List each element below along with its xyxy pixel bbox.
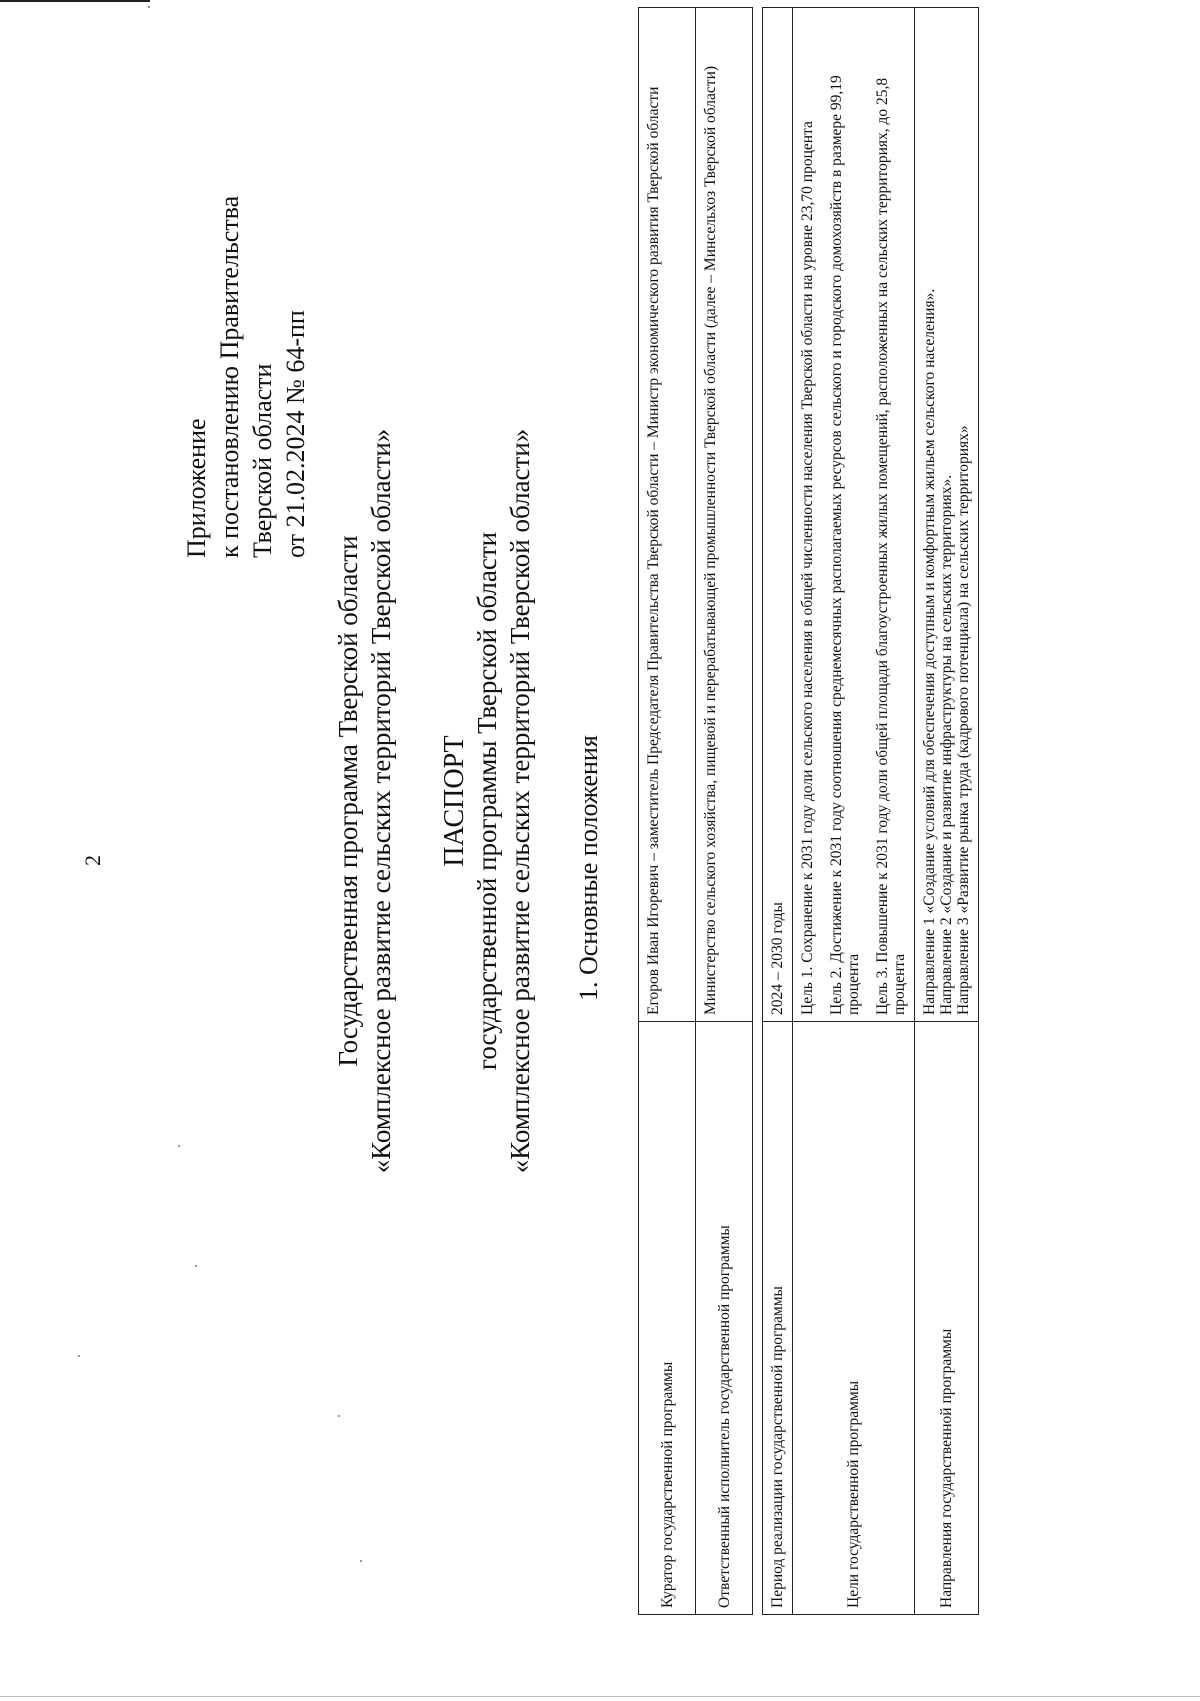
passport-heading: ПАСПОРТ [439,735,470,867]
appendix-line: к постановлению Правительства [215,195,244,558]
program-title: «Комплексное развитие сельских территорий Тверской области» [366,428,396,1174]
program-title: Государственная программа Тверской области [333,535,363,1067]
row-label: Куратор государственной программы [639,1022,696,1615]
main-provisions-table [638,7,753,1615]
table-row [696,8,753,1615]
passport-subtitle: «Комплексное развитие сельских территорий Тверской области» [505,428,535,1174]
goal-item: Цель 2. Достижение к 2031 году соотношения среднемесячных располагаемых ресурсов сельского и городского домохозяйств в размере 99,19 процента [828,75,862,1015]
section-heading: 1. Основные положения [574,735,603,1001]
table-row [793,8,915,1615]
page-number: 2 [80,855,105,866]
program-details-table [762,7,979,1615]
row-label: Период реализации государственной программы [763,1022,793,1615]
title-block [332,201,537,1401]
row-label: Направления государственной программы [915,1022,979,1615]
row-value: Егоров Иван Игоревич – заместитель Председателя Правительства Тверской области – Министр экономического развития Тверской области [639,8,696,1022]
direction-item: Направление 3 «Развитие рынка труда (кадрового потенциала) на сельских территориях» [955,425,972,1015]
directions-cell [915,8,979,1022]
row-value: Министерство сельского хозяйства, пищевой и перерабатывающей промышленности Тверской области (далее – Минсельхоз Тверской области) [696,8,753,1022]
appendix-block [180,196,312,558]
appendix-line: Тверской области [248,363,277,558]
row-label: Цели государственной программы [793,1022,915,1615]
direction-item: Направление 2 «Создание и развитие инфраструктуры на сельских территориях». [938,474,955,1015]
passport-subtitle: государственной программы Тверской области [472,531,502,1071]
row-label: Ответственный исполнитель государственной программы [696,1022,753,1615]
appendix-line: Приложение [182,418,211,558]
direction-item: Направление 1 «Создание условий для обеспечения доступным и комфортным жильем сельского населения». [921,288,938,1015]
row-value: 2024 – 2030 годы [763,8,793,1022]
goals-cell [793,8,915,1022]
table-row [763,8,793,1615]
goal-item: Цель 3. Повышение к 2031 году доли общей площади благоустроенных жилых помещений, расположенных на сельских территориях, до 25,8 процента [874,77,908,1015]
appendix-line: от 21.02.2024 № 64-пп [281,310,310,558]
table-row [915,8,979,1615]
table-row [639,8,696,1615]
goal-item: Цель 1. Сохранение к 2031 году доли сельского населения в общей численности населения Тверской области на уровне 23,70 процента [799,121,816,1015]
